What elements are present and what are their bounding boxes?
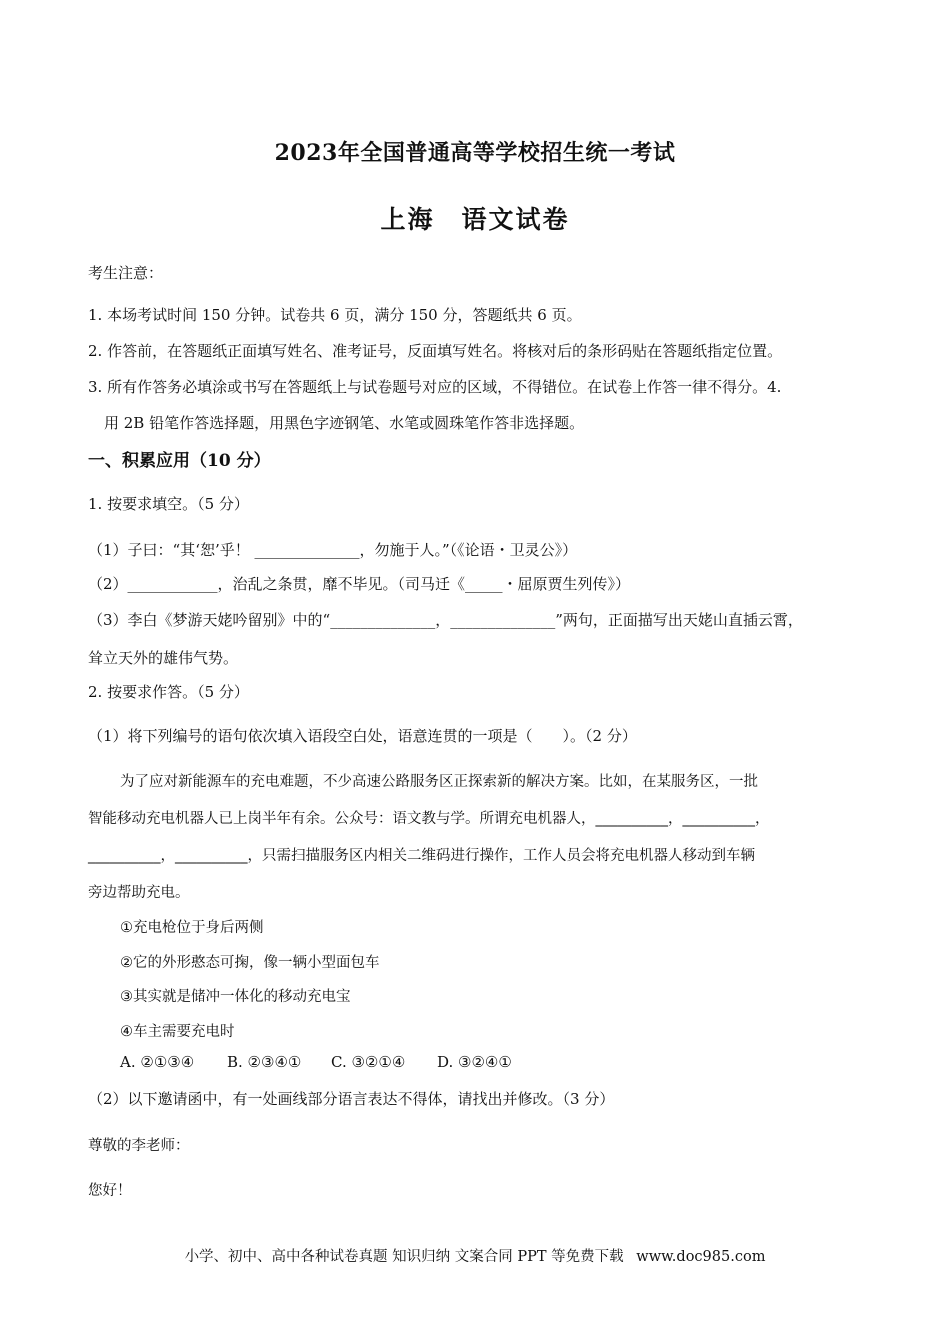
- section-heading: 一、积累应用（10 分）: [88, 451, 271, 471]
- sentence-2: ②它的外形憨态可掬，像一辆小型面包车: [120, 955, 380, 971]
- option-c: C. ③②①④: [331, 1053, 406, 1071]
- notice-item-4: 用 2B 铅笔作答选择题，用黑色字迹钢笔、水笔或圆珠笔作答非选择题。: [104, 414, 585, 432]
- q2-stem: 2. 按要求作答。（5 分）: [88, 683, 249, 701]
- footer-url[interactable]: www.doc985.com: [636, 1249, 766, 1265]
- exam-title: 2023年全国普通高等学校招生统一考试: [274, 140, 676, 166]
- letter-salutation: 尊敬的李老师：: [88, 1138, 190, 1154]
- page-footer: [0, 1245, 950, 1266]
- passage-line-3: __________，__________，只需扫描服务区内相关二维码进行操作，工作人员会将充电机器人移动到车辆: [88, 848, 755, 864]
- option-d: D. ③②④①: [437, 1053, 512, 1071]
- passage-line-2: 智能移动充电机器人已上岗半年有余。公众号：语文教与学。所谓充电机器人，__________，__________，: [88, 811, 770, 827]
- notice-item-2: 2. 作答前，在答题纸正面填写姓名、准考证号，反面填写姓名。将核对后的条形码贴在答题纸指定位置。: [88, 342, 783, 360]
- notice-heading: 考生注意：: [88, 264, 164, 282]
- option-a: A. ②①③④: [120, 1053, 195, 1071]
- q2-sub2: （2）以下邀请函中，有一处画线部分语言表达不得体，请找出并修改。（3 分）: [88, 1090, 615, 1108]
- q1-stem: 1. 按要求填空。（5 分）: [88, 495, 249, 513]
- notice-item-1: 1. 本场考试时间 150 分钟。试卷共 6 页，满分 150 分，答题纸共 6 页。: [88, 306, 582, 324]
- notice-item-3: 3. 所有作答务必填涂或书写在答题纸上与试卷题号对应的区域，不得错位。在试卷上作答一律不得分。4.: [88, 378, 782, 396]
- q2-sub1: （1）将下列编号的语句依次填入语段空白处，语意连贯的一项是（ ）。（2 分）: [88, 727, 637, 745]
- footer-text: 小学、初中、高中各种试卷真题 知识归纳 文案合同 PPT 等免费下载: [184, 1249, 624, 1265]
- q1-sub3-line1: （3）李白《梦游天姥吟留别》中的“______________，______________”两句，正面描写出天姥山直插云霄，: [88, 611, 803, 629]
- option-b: B. ②③④①: [227, 1053, 302, 1071]
- exam-subtitle: 上海 语文试卷: [380, 205, 570, 234]
- sentence-3: ③其实就是储冲一体化的移动充电宝: [120, 989, 351, 1005]
- q1-sub2: （2）____________，治乱之条贯，靡不毕见。（司马迁《_____・屈原贾生列传》）: [88, 575, 631, 593]
- sentence-4: ④车主需要充电时: [120, 1024, 235, 1040]
- sentence-1: ①充电枪位于身后两侧: [120, 920, 264, 936]
- passage-line-4: 旁边帮助充电。: [88, 885, 190, 901]
- q1-sub3-line2: 耸立天外的雄伟气势。: [88, 649, 239, 667]
- passage-line-1: 为了应对新能源车的充电难题，不少高速公路服务区正探索新的解决方案。比如，在某服务区，一批: [120, 774, 758, 790]
- q1-sub1: （1）子曰：“其‘恕’乎！ ______________，勿施于人。”（《论语・卫灵公》）: [88, 541, 578, 559]
- letter-greeting: 您好！: [88, 1183, 132, 1199]
